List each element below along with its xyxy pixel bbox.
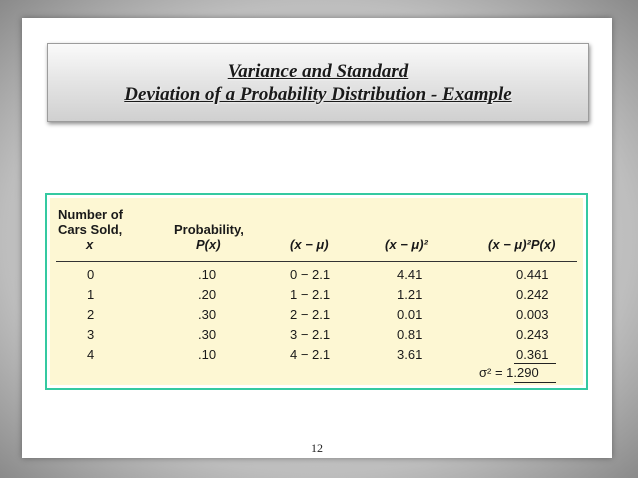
cell-x: 2 <box>87 307 95 322</box>
header-probability-line-1: Probability, <box>174 222 244 237</box>
cell-weighted: 0.003 <box>516 307 549 322</box>
header-cars-sold-line-3: x <box>86 237 94 252</box>
cell-x: 3 <box>87 327 95 342</box>
sum-underline <box>514 363 556 364</box>
cell-weighted: 0.361 <box>516 347 549 362</box>
cell-deviation: 0 − 2.1 <box>290 267 331 282</box>
slide-title-line-2: Deviation of a Probability Distribution - Example <box>124 83 512 105</box>
cell-squared-deviation: 0.81 <box>397 327 423 342</box>
cell-weighted: 0.243 <box>516 327 549 342</box>
cell-deviation: 1 − 2.1 <box>290 287 331 302</box>
cell-deviation: 2 − 2.1 <box>290 307 331 322</box>
cell-squared-deviation: 0.01 <box>397 307 423 322</box>
page-number: 12 <box>311 441 323 455</box>
cell-x: 0 <box>87 267 95 282</box>
distribution-table-frame <box>45 193 588 390</box>
header-probability <box>174 222 264 252</box>
cell-weighted: 0.242 <box>516 287 549 302</box>
cell-deviation: 4 − 2.1 <box>290 347 331 362</box>
header-deviation: (x − μ) <box>290 237 329 252</box>
cell-probability: .10 <box>198 267 217 282</box>
cell-squared-deviation: 4.41 <box>397 267 423 282</box>
cell-weighted: 0.441 <box>516 267 549 282</box>
slide <box>22 18 612 458</box>
header-cars-sold-line-2: Cars Sold, <box>58 222 123 237</box>
cell-probability: .10 <box>198 347 217 362</box>
variance-total: σ² = 1.290 <box>479 365 539 380</box>
cell-x: 4 <box>87 347 95 362</box>
distribution-table <box>50 198 583 385</box>
cell-probability: .30 <box>198 327 217 342</box>
header-rule <box>56 261 577 262</box>
cell-probability: .30 <box>198 307 217 322</box>
total-underline <box>514 382 556 383</box>
title-box <box>47 43 589 122</box>
cell-squared-deviation: 3.61 <box>397 347 423 362</box>
header-squared-deviation: (x − μ)² <box>385 237 428 252</box>
slide-title-line-1: Variance and Standard <box>227 60 409 82</box>
header-cars-sold <box>58 207 148 252</box>
cell-deviation: 3 − 2.1 <box>290 327 331 342</box>
cell-probability: .20 <box>198 287 217 302</box>
header-cars-sold-line-1: Number of <box>58 207 123 222</box>
cell-x: 1 <box>87 287 95 302</box>
header-probability-line-2: P(x) <box>196 237 221 252</box>
header-weighted-squared-deviation: (x − μ)²P(x) <box>488 237 556 252</box>
cell-squared-deviation: 1.21 <box>397 287 423 302</box>
